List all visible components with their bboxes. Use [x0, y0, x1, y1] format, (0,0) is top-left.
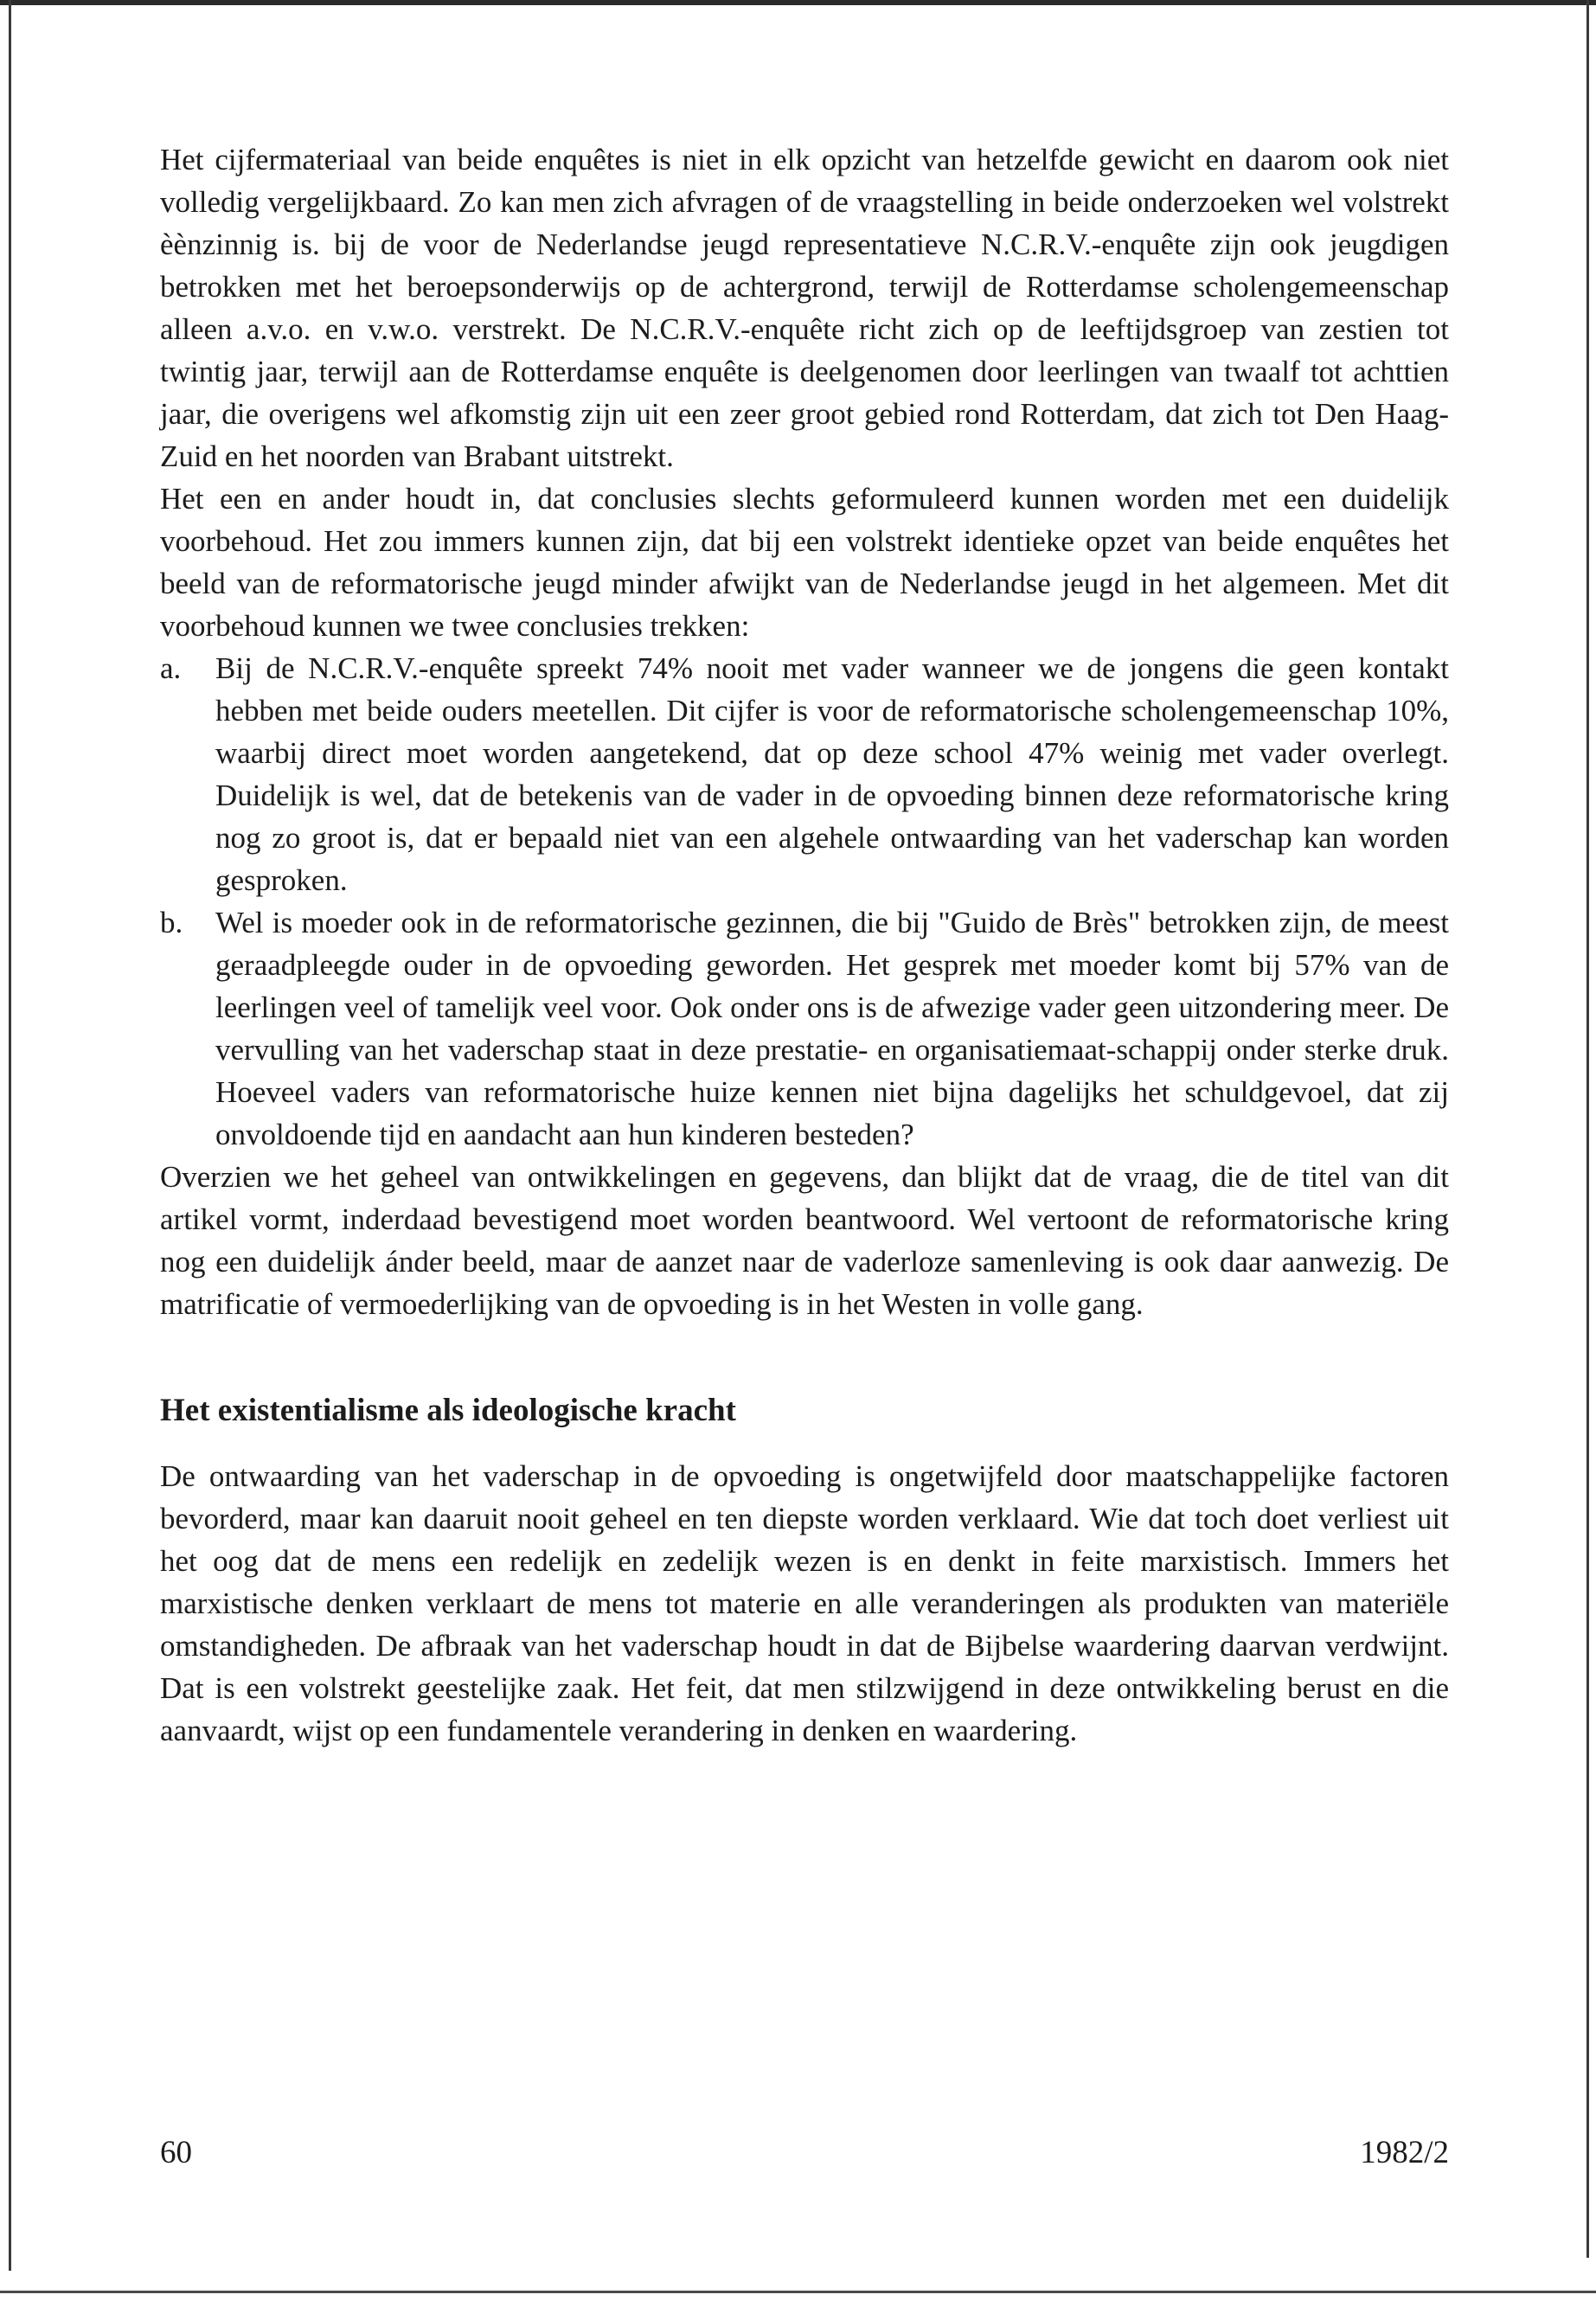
section-heading: Het existentialisme als ideologische kracht	[160, 1393, 736, 1428]
page-body	[160, 138, 1449, 1752]
scan-border-left	[9, 0, 11, 2271]
paragraph-devaluation: De ontwaarding van het vaderschap in de opvoeding is ongetwijfeld door maatschappelijke factoren bevorderd, maar kan daaruit nooit geheel en ten diepste worden verklaard. Wie dat toch doet verliest uit het oog dat de mens een redelijk en zedelijk wezen is en denkt in feite marxistisch. Immers het marxistische denken verklaart de mens tot materie en alle veranderingen als produkten van materiële omstandigheden. De afbraak van het vaderschap houdt in dat de Bijbelse waardering daarvan verdwijnt. Dat is een volstrekt geestelijke zaak. Het feit, dat men stilzwijgend in deze ontwikkeling berust en die aanvaardt, wijst op een fundamentele verandering in denken en waardering.	[160, 1459, 1449, 1747]
scan-border-right	[1586, 0, 1589, 2258]
list-item	[160, 647, 1449, 901]
conclusions-list	[160, 647, 1449, 1156]
issue-number: 1982/2	[1360, 2135, 1449, 2170]
list-marker: a.	[160, 651, 182, 685]
list-marker: b.	[160, 906, 183, 939]
scan-border-bottom	[0, 2291, 1596, 2293]
paragraph-reservation: Het een en ander houdt in, dat conclusies slechts geformuleerd kunnen worden met een duidelijk voorbehoud. Het zou immers kunnen zijn, dat bij een volstrekt identieke opzet van beide enquêtes het beeld van de reformatorische jeugd minder afwijkt van de Nederlandse jeugd in het algemeen. Met dit voorbehoud kunnen we twee conclusies trekken:	[160, 482, 1449, 643]
page-number: 60	[160, 2135, 192, 2170]
page-footer	[160, 2132, 1449, 2174]
list-item	[160, 901, 1449, 1156]
paragraph-overview: Overzien we het geheel van ontwikkelingen en gegevens, dan blijkt dat de vraag, die de titel van dit artikel vormt, inderdaad bevestigend moet worden beantwoord. Wel vertoont de reformatorische kring nog een duidelijk ánder beeld, maar de aanzet naar de vaderloze samenleving is ook daar aanwezig. De matrificatie of vermoederlijking van de opvoeding is in het Westen in volle gang.	[160, 1160, 1449, 1321]
list-item-text: Wel is moeder ook in de reformatorische gezinnen, die bij "Guido de Brès" betrokken zijn, de meest geraadpleegde ouder in de opvoeding geworden. Het gesprek met moeder komt bij 57% van de leerlingen veel of tamelijk veel voor. Ook onder ons is de afwezige vader geen uitzondering meer. De vervulling van het vaderschap staat in deze prestatie- en organisatiemaat-schappij onder sterke druk. Hoeveel vaders van reformatorische huize kennen niet bijna dagelijks het schuldgevoel, dat zij onvoldoende tijd en aandacht aan hun kinderen besteden?	[215, 906, 1449, 1151]
list-item-text: Bij de N.C.R.V.-enquête spreekt 74% nooit met vader wanneer we de jongens die geen kontakt hebben met beide ouders meetellen. Dit cijfer is voor de reformatorische scholengemeenschap 10%, waarbij direct moet worden aangetekend, dat op deze school 47% weinig met vader overlegt. Duidelijk is wel, dat de betekenis van de vader in de opvoeding binnen deze reformatorische kring nog zo groot is, dat er bepaald niet van een algehele ontwaarding van het vaderschap kan worden gesproken.	[215, 651, 1449, 897]
scan-border-top	[0, 0, 1596, 5]
paragraph-survey-comparison: Het cijfermateriaal van beide enquêtes is niet in elk opzicht van hetzelfde gewicht en daarom ook niet volledig vergelijkbaard. Zo kan men zich afvragen of de vraagstelling in beide onderzoeken wel volstrekt èènzinnig is. bij de voor de Nederlandse jeugd representatieve N.C.R.V.-enquête zijn ook jeugdigen betrokken met het beroepsonderwijs op de achtergrond, terwijl de Rotterdamse scholengemeenschap alleen a.v.o. en v.w.o. verstrekt. De N.C.R.V.-enquête richt zich op de leeftijdsgroep van zestien tot twintig jaar, terwijl aan de Rotterdamse enquête is deelgenomen door leerlingen van twaalf tot achttien jaar, die overigens wel afkomstig zijn uit een zeer groot gebied rond Rotterdam, dat zich tot Den Haag-Zuid en het noorden van Brabant uitstrekt.	[160, 143, 1449, 473]
